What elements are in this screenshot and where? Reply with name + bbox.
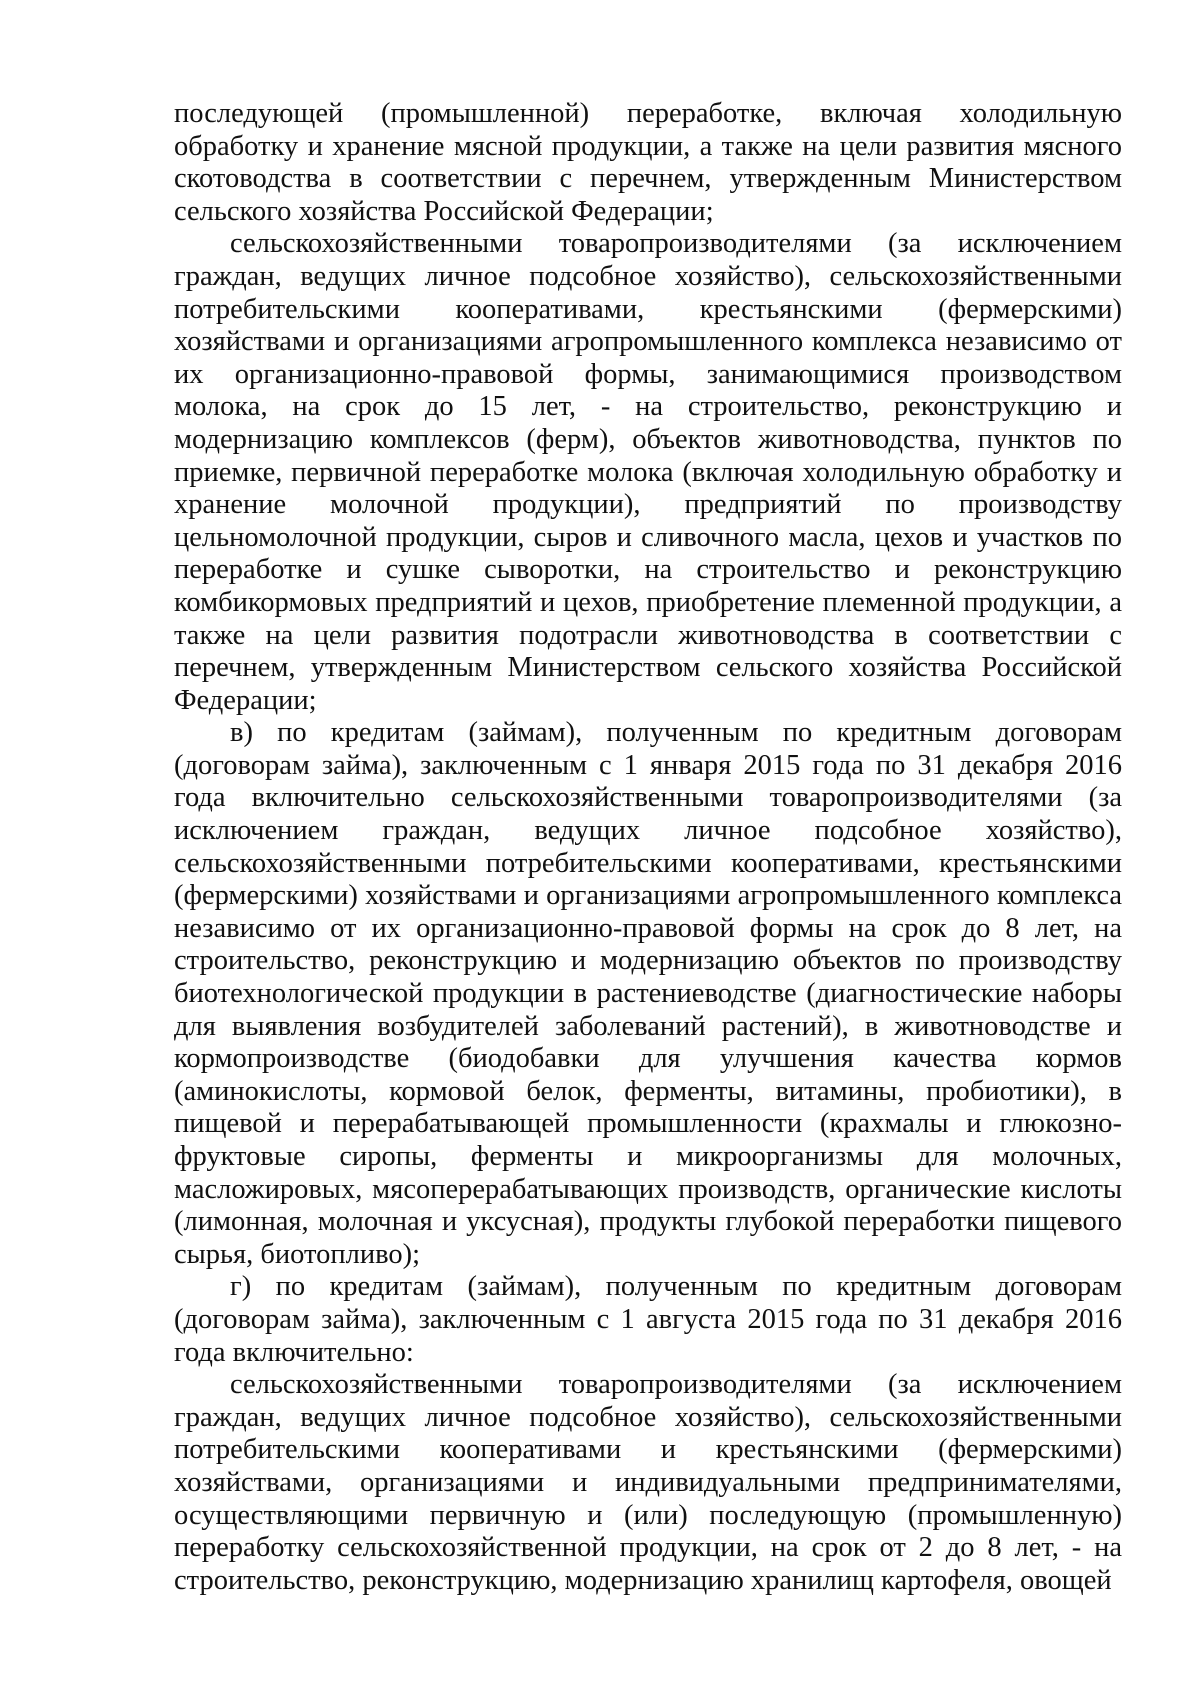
paragraph-item-g: г) по кредитам (займам), полученным по кредитным договорам (договорам займа), заключенным с 1 августа 2015 года по 31 декабря 2016 года включительно: bbox=[174, 1271, 1122, 1368]
document-body bbox=[174, 98, 1122, 1597]
paragraph-storage-facilities: сельскохозяйственными товаропроизводителями (за исключением граждан, ведущих личное подсобное хозяйство), сельскохозяйственными потребительскими кооперативами и крестьянскими (фермерскими) хозяйствами, организациями и индивидуальными предпринимателями, осуществляющими первичную и (или) последующую (промышленную) переработку сельскохозяйственной продукции, на срок от 2 до 8 лет, - на строительство, реконструкцию, модернизацию хранилищ картофеля, овощей bbox=[174, 1369, 1122, 1596]
paragraph-dairy-producers: сельскохозяйственными товаропроизводителями (за исключением граждан, ведущих личное подсобное хозяйство), сельскохозяйственными потребительскими кооперативами, крестьянскими (фермерскими) хозяйствами и организациями агропромышленного комплекса независимо от их организационно-правовой формы, занимающимися производством молока, на срок до 15 лет, - на строительство, реконструкцию и модернизацию комплексов (ферм), объектов животноводства, пунктов по приемке, первичной переработке молока (включая холодильную обработку и хранение молочной продукции), предприятий по производству цельномолочной продукции, сыров и сливочного масла, цехов и участков по переработке и сушке сыворотки, на строительство и реконструкцию комбикормовых предприятий и цехов, приобретение племенной продукции, а также на цели развития подотрасли животноводства в соответствии с перечнем, утвержденным Министерством сельского хозяйства Российской Федерации; bbox=[174, 228, 1122, 716]
paragraph-item-v: в) по кредитам (займам), полученным по кредитным договорам (договорам займа), заключенным с 1 января 2015 года по 31 декабря 2016 года включительно сельскохозяйственными товаропроизводителями (за исключением граждан, ведущих личное подсобное хозяйство), сельскохозяйственными потребительскими кооперативами, крестьянскими (фермерскими) хозяйствами и организациями агропромышленного комплекса независимо от их организационно-правовой формы на срок до 8 лет, на строительство, реконструкцию и модернизацию объектов по производству биотехнологической продукции в растениеводстве (диагностические наборы для выявления возбудителей заболеваний растений), в животноводстве и кормопроизводстве (биодобавки для улучшения качества кормов (аминокислоты, кормовой белок, ферменты, витамины, пробиотики), в пищевой и перерабатывающей промышленности (крахмалы и глюкозно-фруктовые сиропы, ферменты и микроорганизмы для молочных, масложировых, мясоперерабатывающих производств, органические кислоты (лимонная, молочная и уксусная), продукты глубокой переработки пищевого сырья, биотопливо); bbox=[174, 717, 1122, 1270]
paragraph-continuation: последующей (промышленной) переработке, включая холодильную обработку и хранение мясной продукции, а также на цели развития мясного скотоводства в соответствии с перечнем, утвержденным Министерством сельского хозяйства Российской Федерации; bbox=[174, 98, 1122, 227]
